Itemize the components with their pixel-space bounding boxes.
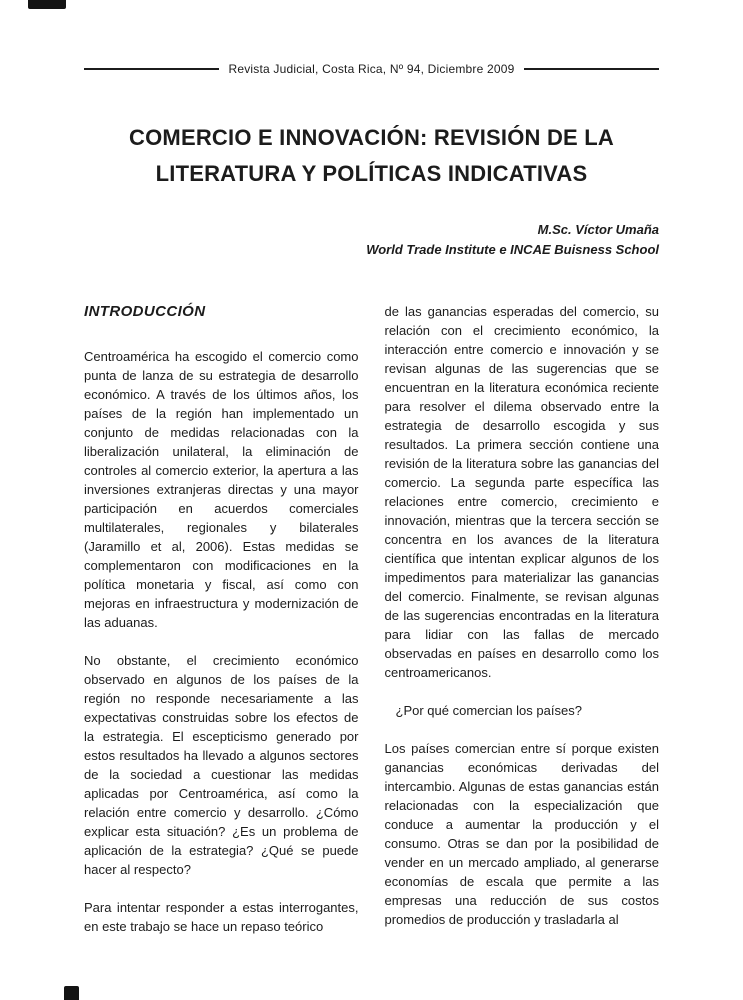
article-title bbox=[84, 120, 659, 192]
journal-header bbox=[84, 62, 659, 76]
section-heading-introduccion: INTRODUCCIÓN bbox=[84, 303, 206, 320]
paragraph-overview: de las ganancias esperadas del comercio, su relación con el crecimiento económico, la interacción entre comercio e innovación y se revisan algunas de las sugerencias que se encuentran en la literatura económica reciente para resolver el dilema observado entre la estrategia de desarrollo escogida y sus resultados. La primera sección contiene una revisión de la literatura sobre las ganancias del comercio. La segunda parte específica las relaciones entre comercio, crecimiento e innovación, mientras que la tercera sección se concentra en los avances de la literatura científica que intentan explicar algunos de los impedimentos para materializar las ganancias del comercio. Finalmente, se revisan algunas de las sugerencias encontradas en la literatura para lidiar con las fallas de mercado observadas en países en desarrollo como los centroamericanos. bbox=[384, 304, 659, 680]
article-title-line-1: COMERCIO E INNOVACIÓN: REVISIÓN DE LA bbox=[129, 125, 614, 150]
paragraph-intro-1: Centroamérica ha escogido el comercio como punta de lanza de su estrategia de desarrollo económico. A través de los últimos años, los países de la región han implementado un conjunto de medidas relacionadas con la liberalización unilateral, la eliminación de controles al comercio exterior, la apertura a las inversiones extranjeras directas y una mayor participación en acuerdos comerciales multilaterales, regionales y bilaterales (Jaramillo et al, 2006). Estas medidas se complementaron con modificaciones en la política monetaria y fiscal, así como con mejoras en infraestructura y modernización de las aduanas. bbox=[84, 349, 359, 630]
journal-title-text: Revista Judicial, Costa Rica, Nº 94, Diciembre 2009 bbox=[228, 62, 515, 76]
article-body bbox=[84, 302, 659, 955]
paragraph-gains: Los países comercian entre sí porque existen ganancias económicas derivadas del intercambio. Algunas de estas ganancias están relacionadas con la especialización que conduce a aumentar la producción y el consumo. Otras se dan por la posibilidad de vender en un mercado ampliado, al generarse economías de escala que permite a las empresas una reducción de sus costos promedios de producción y trasladarla al bbox=[384, 741, 659, 927]
left-column bbox=[84, 302, 359, 955]
author-name: M.Sc. Víctor Umaña bbox=[537, 222, 659, 237]
header-rule-left bbox=[84, 68, 219, 70]
article-title-line-2: LITERATURA Y POLÍTICAS INDICATIVAS bbox=[155, 161, 588, 186]
right-column bbox=[385, 302, 660, 955]
paragraph-intro-3: Para intentar responder a estas interrogantes, en este trabajo se hace un repaso teórico bbox=[84, 900, 359, 934]
section-question: ¿Por qué comercian los países? bbox=[395, 703, 582, 718]
paragraph-intro-2: No obstante, el crecimiento económico observado en algunos de los países de la región no responde necesariamente a las expectativas construidas sobre los efectos de la estrategia. El escepticismo generado por estos resultados ha llevado a algunos sectores de la sociedad a cuestionar las medidas aplicadas por Centroamérica, así como la relación entre comercio y desarrollo. ¿Cómo explicar esta situación? ¿Es un problema de aplicación de la estrategia? ¿Qué se puede hacer al respecto? bbox=[84, 653, 359, 877]
header-rule-right bbox=[524, 68, 659, 70]
author-block bbox=[84, 220, 659, 260]
author-affiliation: World Trade Institute e INCAE Buisness School bbox=[366, 242, 659, 257]
scan-artifact-top bbox=[28, 0, 66, 9]
scan-artifact-bottom bbox=[64, 986, 79, 1000]
